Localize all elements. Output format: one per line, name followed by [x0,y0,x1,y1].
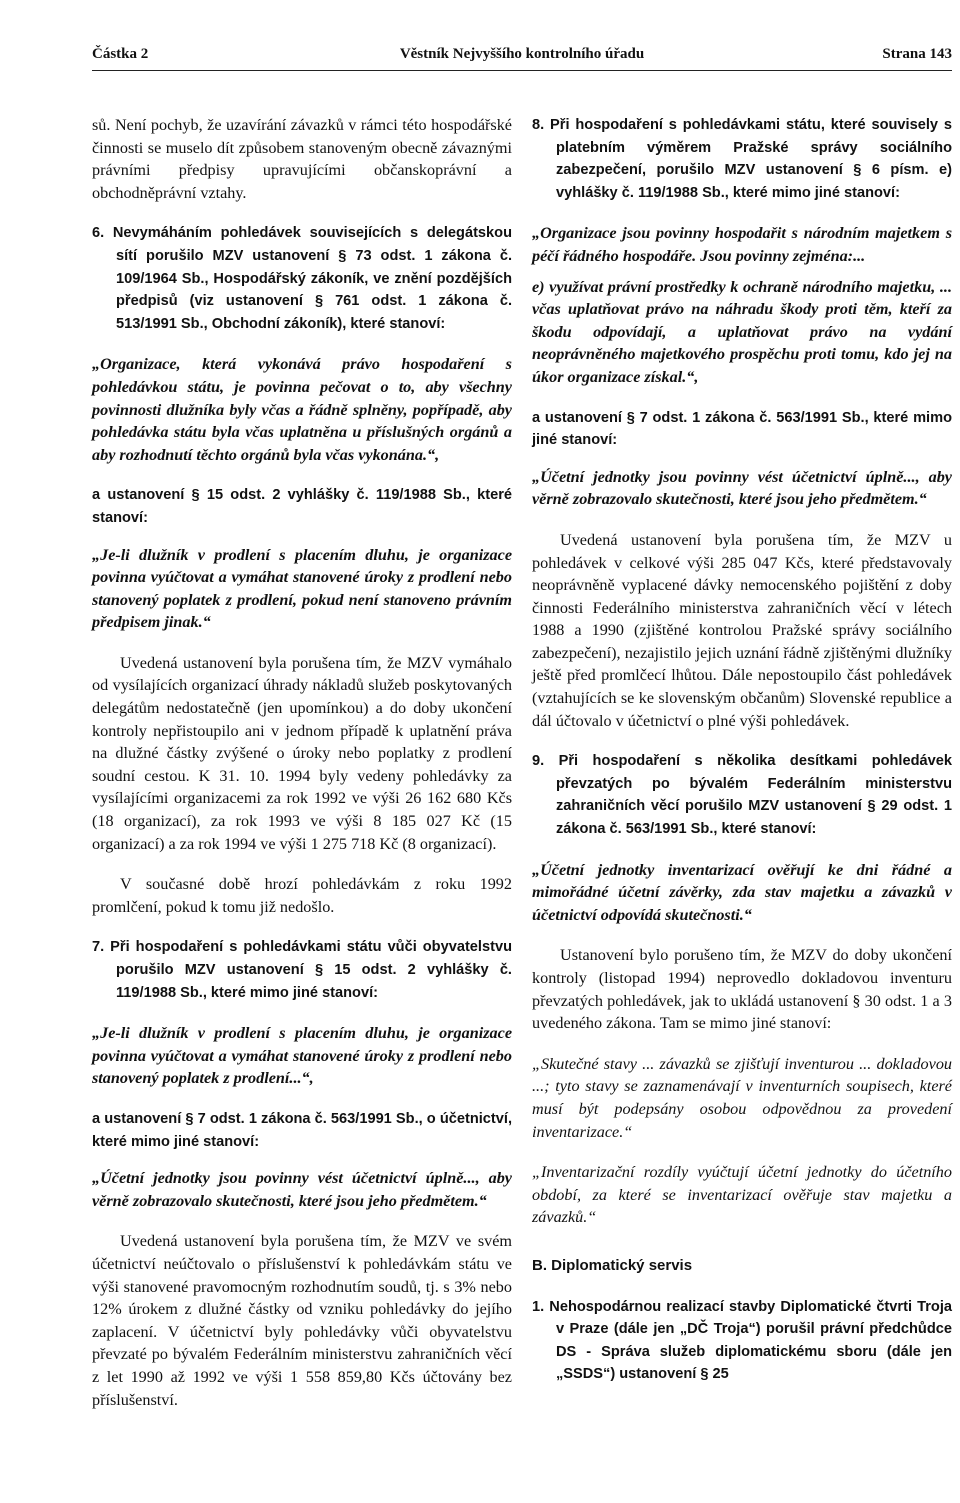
right-column [532,114,952,1404]
section-b-title: B. Diplomatický servis [532,1256,693,1274]
quote-ucetnictvi-30a: „Skutečné stavy ... závazků se zjišťují inventurou ... dokladovou ...; tyto stavy se zaznamenávají v inventurních soupisech, které musí být podepsány osobou odpovědnou za provedení inventarizace.“ [532,1054,952,1141]
page-number: Strana 143 [882,46,952,62]
quote-vyhlaska-15b: „Je-li dlužník v prodlení s placením dluhu, je organizace povinna vyúčtovat a vymáhat stanovené úroky z prodlení nebo stanovený poplatek z prodlení...“, [92,1024,512,1088]
paragraph-body: V současné době hrozí pohledávkám z roku 1992 promlčení, pokud k tomu již nedošlo. [92,875,512,916]
item-7-heading: 7. Při hospodaření s pohledávkami státu vůči obyvatelstvu porušilo MZV ustanovení § 15 odst. 2 vyhlášky č. 119/1988 Sb., které mimo jiné stanoví: [92,939,512,1001]
quote-ucetnictvi-30b: „Inventarizační rozdíly vyúčtují účetní jednotky do účetního období, za které se inventarizací ověřuje stav majetku a závazků.“ [532,1163,952,1227]
paragraph-body: Uvedená ustanovení byla porušena tím, že MZV ve svém účetnictví neúčtovalo o příslušenství k pohledávkám státu ve výši stanovené pravomocným rozhodnutím soudů, tj. s 3% nebo 12% úrokem z dlužné částky od vzniku pohledávky do jejího zaplacení. V účetnictví byly pohledávky vůči obyvatelstvu převzaté po bývalém Federálním ministerstvu zahraničních věcí z let 1990 až 1992 ve výši 1 558 859,80 Kčs účtovány bez příslušenství. [92,1232,512,1409]
quote-ucetnictvi-7: „Účetní jednotky jsou povinny vést účetnictví úplně..., aby věrně zobrazovalo skutečnosti, které jsou jeho předmětem.“ [92,1169,512,1210]
paragraph-body: Uvedená ustanovení byla porušena tím, že MZV vymáhalo od vysílajících organizací úhrady nákladů služeb poskytovaných delegátům nedostatečně (jen upomínkou) a do doby ukončení kontroly nepřistoupilo ani v jednom případě k uplatnění práva na dlužné částky zvýšené o úroky nebo poplatky z prodlení soudní cestou. K 31. 10. 1994 byly vedeny pohledávky za vysílajícími organizacemi za rok 1992 ve výši 26 162 680 Kčs (18 organizací), za rok 1993 ve výši 8 185 027 Kč (15 organizací) a za rok 1994 ve výši 1 275 718 Kč (8 organizací). [92,653,512,853]
issue-number: Částka 2 [92,46,149,62]
quote-vyhlaska-6: „Organizace jsou povinny hospodařit s národním majetkem s péčí řádného hospodáře. Jsou povinny zejména:... [532,224,952,265]
paragraph-body: Ustanovení bylo porušeno tím, že MZV do doby ukončení kontroly (listopad 1994) neprovedlo dokladovou inventuru převzatých pohledávek, jak to ukládá ustanovení § 30 odst. 1 a 3 uvedeného zákona. Tam se mimo jiné stanoví: [532,946,952,1033]
header-rule [92,70,952,71]
law-reference: a ustanovení § 15 odst. 2 vyhlášky č. 119/1988 Sb., které stanoví: [92,487,512,526]
law-reference: a ustanovení § 7 odst. 1 zákona č. 563/1991 Sb., o účetnictví, které mimo jiné stanoví: [92,1110,512,1150]
quote-hz-73: „Organizace, která vykonává právo hospodaření s pohledávkou státu, je povinna pečovat o to, aby všechny povinnosti dlužníka byly včas a řádně splněny, popřípadě, aby pohledávka státu byla včas uplatněna u příslušných orgánů a aby rozhodnutí těchto orgánů byla včas vykonána.“, [92,355,512,464]
quote-vyhlaska-15: „Je-li dlužník v prodlení s placením dluhu, je organizace povinna vyúčtovat a vymáhat stanovené úroky z prodlení nebo stanovený poplatek z prodlení, pokud není stanoveno právním předpisem jinak.“ [92,545,512,632]
page-header [92,40,952,70]
publication-title: Věstník Nejvyššího kontrolního úřadu [399,46,645,62]
quote-ucetnictvi-7b: „Účetní jednotky jsou povinny vést účetnictví úplně..., aby věrně zobrazovalo skutečnosti, které jsou jeho předmětem.“ [532,467,952,509]
paragraph-body: Uvedená ustanovení byla porušena tím, že MZV u pohledávek v celkové výši 285 047 Kčs, které představovaly neoprávněně vyplacené dávky nemocenského pojištění z doby činnosti Federálního ministerstva zahraničních věcí v létech 1988 a 1990 (zjištěné kontrolou Pražské správy sociálního zabezpečení), nezajistilo jejich uznání řádně zjištěnými dlužníky ještě před promlčecí lhůtou. Dále nepostoupilo část pohledávek (vztahujících se ke slovenským občanům) Slovenské republice a dál účtovalo v účetnictví o plné výši pohledávek. [532,530,952,730]
paragraph-continuation: sů. Není pochyb, že uzavírání závazků v rámci této hospodářské činnosti se muselo dít způsobem stanoveným obecně závaznými právními předpisy upravujícími občanskoprávní a obchodněprávní vztahy. [92,116,512,202]
item-6-heading: 6. Nevymáháním pohledávek souvisejících s delegátskou sítí porušilo MZV ustanovení § 73 odst. 1 zákona č. 109/1964 Sb., Hospodářský zákoník, ve znění pozdějších předpisů (viz ustanovení § 761 odst. 1 zákona č. 513/1991 Sb., Obchodní zákoník), které stanoví: [92,225,512,332]
left-column [92,114,512,1429]
quote-ucetnictvi-29: „Účetní jednotky inventarizací ověřují ke dni řádné a mimořádné účetní závěrky, zda stav majetku a závazků v účetnictví odpovídá skutečnosti.“ [532,860,952,924]
item-9-heading: 9. Při hospodaření s několika desítkami pohledávek převzatých po bývalém Federálním ministerstvu zahraničních věcí porušilo MZV ustanovení § 29 odst. 1 zákona č. 563/1991 Sb., které stanoví: [532,753,952,838]
item-b1-heading: 1. Nehospodárnou realizací stavby Diplomatické čtvrti Troja v Praze (dále jen „DČ Troja“) porušil právní předchůdce DS - Správa služeb diplomatickému sboru (dále jen „SSDS“) ustanovení § 25 [532,1298,952,1383]
item-8-heading: 8. Při hospodaření s pohledávkami státu, které souvisely s platebním výměrem Pražské správy sociálního zabezpečení, porušilo MZV ustanovení § 6 písm. e) vyhlášky č. 119/1988 Sb., které mimo jiné stanoví: [532,117,952,201]
law-reference: a ustanovení § 7 odst. 1 zákona č. 563/1991 Sb., které mimo jiné stanoví: [532,409,952,449]
quote-vyhlaska-6e: e) využívat právní prostředky k ochraně národního majetku, ... včas uplatňovat právo na náhradu škody proti těm, kteří za škodu odpovídají, a uplatňovat právo na vydání neoprávněného majetkového prospěchu proti tomu, kdo jej na úkor organizace získal.“, [532,277,952,386]
